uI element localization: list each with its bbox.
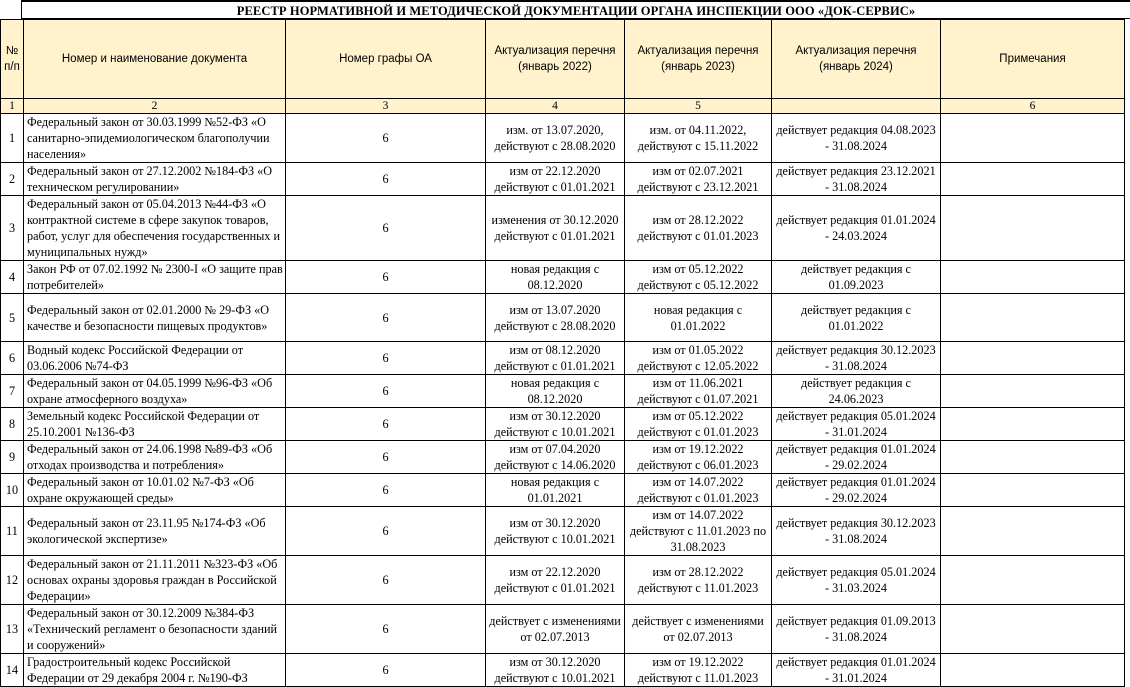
- document-cell[interactable]: Федеральный закон от 27.12.2002 №184-ФЗ «О техническом регулировании»: [24, 163, 286, 196]
- row-number-cell[interactable]: 11: [1, 507, 24, 556]
- document-cell[interactable]: Федеральный закон от 30.03.1999 №52-ФЗ «О санитарно-эпидемиологическом благополучии населения»: [24, 114, 286, 163]
- row-number-cell[interactable]: 1: [1, 114, 24, 163]
- oa-column-cell[interactable]: 6: [286, 342, 486, 375]
- update-2023-cell[interactable]: изм от 05.12.2022 действуют с 01.01.2023: [625, 408, 772, 441]
- document-cell[interactable]: Градостроительный кодекс Российской Федерации от 29 декабря 2004 г. №190-ФЗ: [24, 654, 286, 687]
- oa-column-cell[interactable]: 6: [286, 196, 486, 261]
- document-cell[interactable]: Федеральный закон от 21.11.2011 №323-ФЗ «Об основах охраны здоровья граждан в Российской Федерации»: [24, 556, 286, 605]
- oa-column-cell[interactable]: 6: [286, 408, 486, 441]
- document-cell[interactable]: Закон РФ от 07.02.1992 № 2300-I «О защите прав потребителей»: [24, 261, 286, 294]
- table-row: [1, 114, 1125, 163]
- notes-cell[interactable]: [941, 163, 1125, 196]
- document-cell[interactable]: Федеральный закон от 10.01.02 №7-ФЗ «Об охране окружающей среды»: [24, 474, 286, 507]
- update-2022-cell[interactable]: изм от 30.12.2020 действуют с 10.01.2021: [486, 507, 625, 556]
- update-2022-cell[interactable]: изм от 22.12.2020 действуют с 01.01.2021: [486, 163, 625, 196]
- update-2024-cell[interactable]: действует редакция 01.01.2024 - 29.02.2024: [772, 474, 941, 507]
- table-row: [1, 342, 1125, 375]
- header-number-cell[interactable]: 3: [286, 99, 486, 114]
- row-number-cell[interactable]: 6: [1, 342, 24, 375]
- document-cell[interactable]: Федеральный закон от 05.04.2013 №44-ФЗ «О контрактной системе в сфере закупок товаров, работ, услуг для обеспечения государственных и муниципальных нужд»: [24, 196, 286, 261]
- notes-cell[interactable]: [941, 556, 1125, 605]
- notes-cell[interactable]: [941, 441, 1125, 474]
- table-row: [1, 605, 1125, 654]
- notes-cell[interactable]: [941, 375, 1125, 408]
- header-number-cell[interactable]: [772, 99, 941, 114]
- notes-cell[interactable]: [941, 654, 1125, 687]
- notes-cell[interactable]: [941, 196, 1125, 261]
- update-2024-cell[interactable]: действует редакция 01.01.2024 - 31.01.2024: [772, 654, 941, 687]
- oa-column-cell[interactable]: 6: [286, 605, 486, 654]
- registry-table: [0, 19, 1125, 687]
- oa-column-cell[interactable]: 6: [286, 474, 486, 507]
- update-2023-cell[interactable]: изм от 11.06.2021 действуют с 01.07.2021: [625, 375, 772, 408]
- update-2022-cell[interactable]: изм. от 13.07.2020, действуют с 28.08.2020: [486, 114, 625, 163]
- update-2022-cell[interactable]: действует с изменениями от 02.07.2013: [486, 605, 625, 654]
- update-2024-cell[interactable]: действует редакция 01.01.2024 - 24.03.2024: [772, 196, 941, 261]
- notes-cell[interactable]: [941, 507, 1125, 556]
- update-2024-cell[interactable]: действует редакция 05.01.2024 - 31.03.2024: [772, 556, 941, 605]
- notes-cell[interactable]: [941, 114, 1125, 163]
- table-row: [1, 163, 1125, 196]
- update-2024-cell[interactable]: действует редакция 01.09.2013 - 31.08.2024: [772, 605, 941, 654]
- title-gap: [0, 0, 22, 19]
- row-number-cell[interactable]: 8: [1, 408, 24, 441]
- oa-column-cell[interactable]: 6: [286, 556, 486, 605]
- notes-cell[interactable]: [941, 474, 1125, 507]
- document-cell[interactable]: Земельный кодекс Российской Федерации от 25.10.2001 №136-ФЗ: [24, 408, 286, 441]
- document-cell[interactable]: Федеральный закон от 04.05.1999 №96-ФЗ «Об охране атмосферного воздуха»: [24, 375, 286, 408]
- page-title: РЕЕСТР НОРМАТИВНОЙ И МЕТОДИЧЕСКОЙ ДОКУМЕНТАЦИИ ОРГАНА ИНСПЕКЦИИ ООО «ДОК-СЕРВИС»: [22, 0, 1130, 19]
- header-row: [1, 20, 1125, 99]
- notes-cell[interactable]: [941, 261, 1125, 294]
- update-2024-cell[interactable]: действует редакция 30.12.2023 - 31.08.2024: [772, 507, 941, 556]
- row-number-cell[interactable]: 9: [1, 441, 24, 474]
- header-number-cell[interactable]: 1: [1, 99, 24, 114]
- oa-column-cell[interactable]: 6: [286, 441, 486, 474]
- oa-column-cell[interactable]: 6: [286, 261, 486, 294]
- update-2022-cell[interactable]: изм от 07.04.2020 действуют с 14.06.2020: [486, 441, 625, 474]
- notes-cell[interactable]: [941, 342, 1125, 375]
- update-2022-cell[interactable]: изм от 30.12.2020 действуют с 10.01.2021: [486, 654, 625, 687]
- document-cell[interactable]: Федеральный закон от 30.12.2009 №384-ФЗ «Технический регламент о безопасности зданий и сооружений»: [24, 605, 286, 654]
- row-number-cell[interactable]: 7: [1, 375, 24, 408]
- table-row: [1, 261, 1125, 294]
- update-2023-cell[interactable]: изм от 05.12.2022 действуют с 05.12.2022: [625, 261, 772, 294]
- header-cell[interactable]: Примечания: [941, 20, 1125, 99]
- update-2024-cell[interactable]: действует редакция с 24.06.2023: [772, 375, 941, 408]
- update-2023-cell[interactable]: действует с изменениями от 02.07.2013: [625, 605, 772, 654]
- header-cell[interactable]: Актуализация перечня (январь 2024): [772, 20, 941, 99]
- update-2023-cell[interactable]: изм от 14.07.2022 действуют с 01.01.2023: [625, 474, 772, 507]
- table-row: [1, 375, 1125, 408]
- header-cell[interactable]: Актуализация перечня (январь 2023): [625, 20, 772, 99]
- table-row: [1, 556, 1125, 605]
- update-2023-cell[interactable]: изм от 01.05.2022 действуют с 12.05.2022: [625, 342, 772, 375]
- header-cell[interactable]: Номер графы ОА: [286, 20, 486, 99]
- oa-column-cell[interactable]: 6: [286, 507, 486, 556]
- notes-cell[interactable]: [941, 605, 1125, 654]
- header-cell[interactable]: № п/п: [1, 20, 24, 99]
- row-number-cell[interactable]: 4: [1, 261, 24, 294]
- update-2024-cell[interactable]: действует редакция с 01.01.2022: [772, 294, 941, 342]
- title-row: [0, 0, 1130, 19]
- table-row: [1, 507, 1125, 556]
- update-2023-cell[interactable]: изм от 28.12.2022 действуют с 01.01.2023: [625, 196, 772, 261]
- update-2022-cell[interactable]: изм от 13.07.2020 действуют с 28.08.2020: [486, 294, 625, 342]
- document-cell[interactable]: Федеральный закон от 24.06.1998 №89-ФЗ «Об отходах производства и потребления»: [24, 441, 286, 474]
- header-number-cell[interactable]: 4: [486, 99, 625, 114]
- update-2022-cell[interactable]: изм от 08.12.2020 действуют с 01.01.2021: [486, 342, 625, 375]
- update-2023-cell[interactable]: изм от 28.12.2022 действуют с 11.01.2023: [625, 556, 772, 605]
- row-number-cell[interactable]: 3: [1, 196, 24, 261]
- update-2024-cell[interactable]: действует редакция 04.08.2023 - 31.08.2024: [772, 114, 941, 163]
- update-2023-cell[interactable]: новая редакция с 01.01.2022: [625, 294, 772, 342]
- oa-column-cell[interactable]: 6: [286, 375, 486, 408]
- update-2022-cell[interactable]: изм от 22.12.2020 действуют с 01.01.2021: [486, 556, 625, 605]
- update-2024-cell[interactable]: действует редакция 23.12.2021 - 31.08.2024: [772, 163, 941, 196]
- oa-column-cell[interactable]: 6: [286, 163, 486, 196]
- document-cell[interactable]: Федеральный закон от 02.01.2000 № 29-ФЗ «О качестве и безопасности пищевых продуктов»: [24, 294, 286, 342]
- header-number-cell[interactable]: 5: [625, 99, 772, 114]
- header-cell[interactable]: Актуализация перечня (январь 2022): [486, 20, 625, 99]
- oa-column-cell[interactable]: 6: [286, 654, 486, 687]
- document-cell[interactable]: Федеральный закон от 23.11.95 №174-ФЗ «Об экологической экспертизе»: [24, 507, 286, 556]
- update-2023-cell[interactable]: изм. от 04.11.2022, действуют с 15.11.2022: [625, 114, 772, 163]
- table-row: [1, 654, 1125, 687]
- update-2023-cell[interactable]: изм от 02.07.2021 действуют с 23.12.2021: [625, 163, 772, 196]
- update-2023-cell[interactable]: изм от 19.12.2022 действуют с 06.01.2023: [625, 441, 772, 474]
- update-2024-cell[interactable]: действует редакция 05.01.2024 - 31.01.2024: [772, 408, 941, 441]
- header-number-cell[interactable]: 6: [941, 99, 1125, 114]
- notes-cell[interactable]: [941, 408, 1125, 441]
- table-row: [1, 474, 1125, 507]
- update-2024-cell[interactable]: действует редакция 30.12.2023 - 31.08.2024: [772, 342, 941, 375]
- update-2023-cell[interactable]: изм от 14.07.2022 действуют с 11.01.2023 по 31.08.2023: [625, 507, 772, 556]
- update-2023-cell[interactable]: изм от 19.12.2022 действуют с 11.01.2023: [625, 654, 772, 687]
- update-2022-cell[interactable]: новая редакция с 01.01.2021: [486, 474, 625, 507]
- update-2022-cell[interactable]: изм от 30.12.2020 действуют с 10.01.2021: [486, 408, 625, 441]
- notes-cell[interactable]: [941, 294, 1125, 342]
- update-2022-cell[interactable]: новая редакция с 08.12.2020: [486, 261, 625, 294]
- row-number-cell[interactable]: 13: [1, 605, 24, 654]
- row-number-cell[interactable]: 10: [1, 474, 24, 507]
- oa-column-cell[interactable]: 6: [286, 294, 486, 342]
- update-2022-cell[interactable]: изменения от 30.12.2020 действуют с 01.01.2021: [486, 196, 625, 261]
- table-row: [1, 408, 1125, 441]
- oa-column-cell[interactable]: 6: [286, 114, 486, 163]
- update-2024-cell[interactable]: действует редакция с 01.09.2023: [772, 261, 941, 294]
- header-number-cell[interactable]: 2: [24, 99, 286, 114]
- row-number-cell[interactable]: 5: [1, 294, 24, 342]
- row-number-cell[interactable]: 14: [1, 654, 24, 687]
- row-number-cell[interactable]: 2: [1, 163, 24, 196]
- table-row: [1, 441, 1125, 474]
- update-2024-cell[interactable]: действует редакция 01.01.2024 - 29.02.2024: [772, 441, 941, 474]
- document-cell[interactable]: Водный кодекс Российской Федерации от 03.06.2006 №74-ФЗ: [24, 342, 286, 375]
- table-row: [1, 196, 1125, 261]
- row-number-cell[interactable]: 12: [1, 556, 24, 605]
- header-number-row: [1, 99, 1125, 114]
- update-2022-cell[interactable]: новая редакция с 08.12.2020: [486, 375, 625, 408]
- table-row: [1, 294, 1125, 342]
- header-cell[interactable]: Номер и наименование документа: [24, 20, 286, 99]
